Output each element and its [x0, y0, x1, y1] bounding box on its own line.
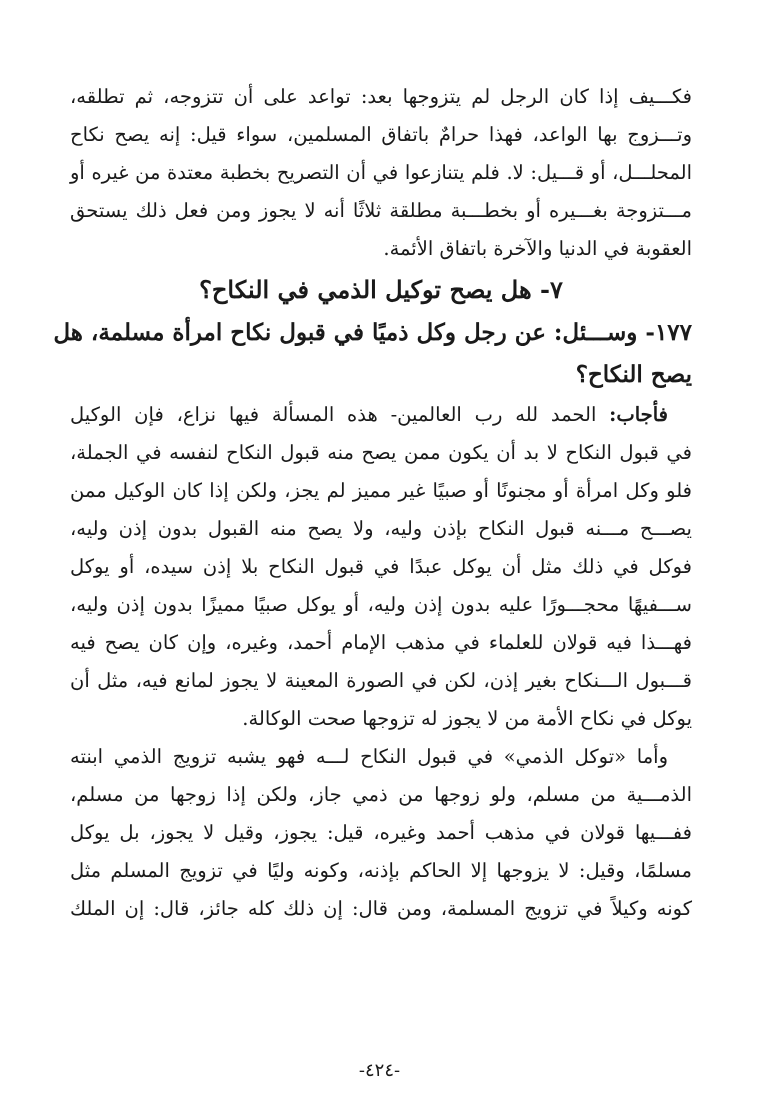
text-line: في قبول النكاح لا بد أن يكون ممن يصح منه قبول النكاح لنفسه في الجملة،: [70, 441, 692, 464]
answer-label: فأجاب:: [609, 403, 668, 426]
question-line: يصح النكاح؟: [575, 361, 692, 388]
question-block: [53, 312, 692, 396]
answer-first-line-text: الحمد لله رب العالمين- هذه المسألة فيها نزاع، فإن الوكيل: [70, 403, 610, 426]
page-body: [53, 78, 692, 928]
text-line: فكـــيف إذا كان الرجل لم يتزوجها بعد: تواعد على أن تتزوجه، ثم تطلقه،: [70, 85, 692, 108]
text-line: مـــتزوجة بغـــيره أو بخطـــبة مطلقة ثلاثًا أنه لا يجوز ومن فعل ذلك يستحق: [70, 199, 692, 222]
text-line: فوكل في ذلك مثل أن يوكل عبدًا في قبول النكاح بلا إذن سيده، أو يوكل: [70, 555, 692, 578]
text-line: قـــبول الـــنكاح بغير إذن، لكن في الصورة المعينة لا يجوز لمانع فيه، مثل أن: [70, 669, 692, 692]
text-line: المحلـــل، أو قـــيل: لا. فلم يتنازعوا في أن التصريح بخطبة معتدة من غيره أو: [70, 161, 692, 184]
text-line: يصـــح مـــنه قبول النكاح بإذن وليه، ولا يصح منه القبول بدون إذن وليه،: [70, 517, 692, 540]
page-number: -٤٢٤-: [358, 1060, 401, 1081]
text-line: يوكل في نكاح الأمة من لا يجوز له تزوجها صحت الوكالة.: [242, 707, 692, 730]
text-line: فهـــذا فيه قولان للعلماء في مذهب الإمام أحمد، وغيره، وإن كان يصح فيه: [70, 631, 692, 654]
text-line: وأما «توكل الذمي» في قبول النكاح لـــه فهو يشبه تزويج الذمي ابنته: [70, 745, 668, 768]
text-line: كونه وكيلاً في تزويج المسلمة، ومن قال: إن ذلك كله جائز، قال: إن الملك: [70, 897, 692, 920]
section-heading: ٧- هل يصح توكيل الذمي في النكاح؟: [199, 275, 563, 304]
text-line: ففـــيها قولان في مذهب أحمد وغيره، قيل: يجوز، وقيل لا يجوز، بل يوكل: [70, 821, 692, 844]
text-line: ســـفيهًا محجـــورًا عليه بدون إذن وليه، أو يوكل صبيًا مميزًا بدون إذن وليه،: [70, 593, 692, 616]
text-line: الذمـــية من مسلم، ولو زوجها من ذمي جاز، ولكن إذا زوجها من مسلم،: [70, 783, 692, 806]
text-line: العقوبة في الدنيا والآخرة باتفاق الأئمة.: [383, 237, 692, 260]
answer-paragraph: [70, 396, 692, 738]
question-line: ١٧٧- وســـئل: عن رجل وكل ذميًا في قبول نكاح امرأة مسلمة، هل: [53, 319, 692, 346]
text-line: فلو وكل امرأة أو مجنونًا أو صبيًا غير مميز لم يجز، ولكن إذا كان الوكيل ممن: [70, 479, 692, 502]
text-line: وتـــزوج بها الواعد، فهذا حرامٌ باتفاق المسلمين، سواء قيل: إنه يصح نكاح: [70, 123, 692, 146]
answer-first-line: [70, 396, 692, 434]
paragraph-1: [70, 78, 692, 268]
paragraph-3: [70, 738, 692, 928]
text-line: مسلمًا، وقيل: لا يزوجها إلا الحاكم بإذنه، وكونه وليًا في تزويج المسلم مثل: [70, 859, 692, 882]
